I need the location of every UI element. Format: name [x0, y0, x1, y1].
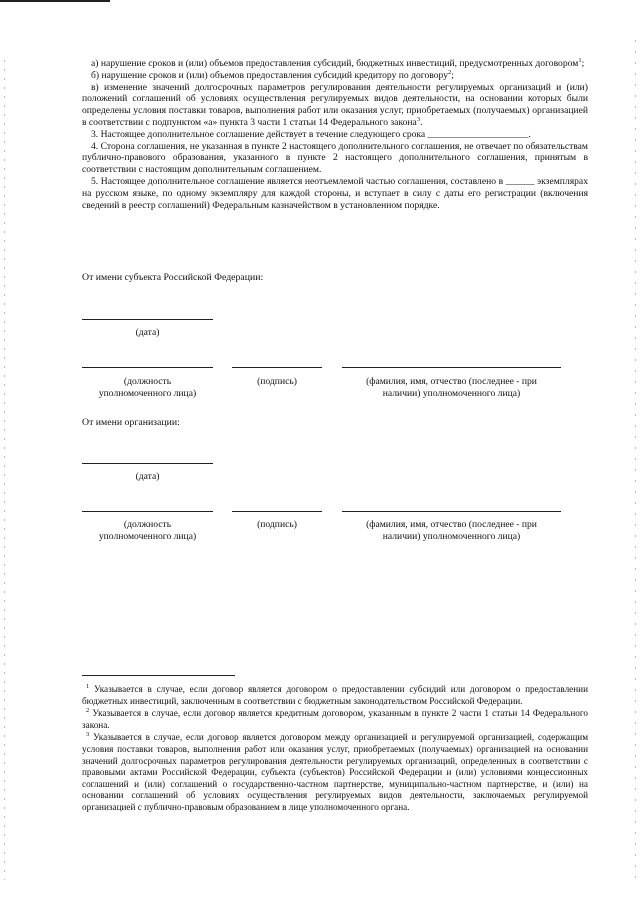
item-b: б) нарушение сроков и (или) объемов предоставления субсидий кредитору по договору$^2$; — [91, 68, 454, 81]
scan-artifact-top — [0, 0, 110, 2]
sig2-name-label-line2: наличии) уполномоченного лица) — [382, 531, 521, 542]
sig2-position-label-line2: уполномоченного лица) — [98, 531, 197, 542]
sig1-signature-label: (подпись) — [257, 376, 297, 387]
sig1-position-line — [82, 367, 213, 368]
sig1-date-label: (дата) — [135, 327, 160, 338]
agreement-body — [82, 58, 588, 211]
sig1-heading: От имени субъекта Российской Федерации: — [82, 272, 264, 283]
sig2-name-label — [338, 519, 565, 543]
sig1-name-line — [342, 367, 561, 368]
sig1-name-label-line1: (фамилия, имя, отчество (последнее - при — [366, 376, 537, 387]
sig2-signature-line — [232, 511, 322, 512]
sig2-position-line — [82, 511, 213, 512]
sig1-signature-line — [232, 367, 322, 368]
sig2-heading: От имени организации: — [82, 417, 180, 428]
sig1-name-label-line2: наличии) уполномоченного лица) — [382, 388, 521, 399]
sig2-position-label — [82, 519, 213, 543]
footnote-separator — [82, 675, 235, 676]
item-v: в) изменение значений долгосрочных параметров регулирования деятельности регулируемых организаций и (или) положений соглашений об условиях осуществления регулируемых видов деятельности, на основании которых были определены условия поставки товаров, выполнения работ или оказания услуг, приобретаемых (получаемых) организацией в соответствии с подпунктом «а» пункта 3 части 1 статьи 14 Федерального закона$^3$. — [82, 81, 588, 128]
clause-5: 5. Настоящее дополнительное соглашение является неотъемлемой частью соглашения, составлено в ______ экземплярах на русском языке, по одному экземпляру для каждой стороны, и вступает в силу с даты его регистрации (включения сведений в реестр соглашений) Федеральным казначейством в установленном порядке. — [82, 175, 588, 211]
clause-3: 3. Настоящее дополнительное соглашение действует в течение следующего срока _____________________. — [91, 128, 531, 140]
sig2-position-label-line1: (должность — [123, 519, 172, 530]
footnote-1: $^1$ Указывается в случае, если договор является договором о предоставлении субсидий или договором о предоставлении бюджетных инвестиций, заключенным в соответствии с бюджетным законодательством Российской Федерации. — [82, 683, 588, 706]
sig2-name-label-line1: (фамилия, имя, отчество (последнее - при — [366, 519, 537, 530]
footnote-3: $^3$ Указывается в случае, если договор является договором между организацией и регулируемой организацией, содержащим условия поставки товаров, выполнения работ или оказания услуг, приобретаемых (получаемых) организацией на основании значений долгосрочных параметров регулирования деятельности регулируемых организаций, определенных в соответствии с правовыми актами Российской Федерации, субъекта (субъектов) Российской Федерации и (или) условиями концессионных соглашений и (или) соглашений о государственно-частном партнерстве, муниципально-частном партнерстве, и (или) на основании соглашений об условиях осуществления регулируемых видов деятельности, заключаемых регулируемой организацией с публично-правовым образованием в лице уполномоченного органа. — [82, 731, 589, 812]
sig2-date-label: (дата) — [135, 471, 160, 482]
sig1-position-label-line2: уполномоченного лица) — [98, 388, 197, 399]
sig1-name-label — [338, 376, 565, 400]
item-a: а) нарушение сроков и (или) объемов предоставления субсидий, бюджетных инвестиций, предусмотренных договором$^1$; — [91, 57, 585, 69]
clause-4: 4. Сторона соглашения, не указанная в пункте 2 настоящего дополнительного соглашения, не отвечает по обязательствам публично-правового образования, указанного в пункте 2 настоящего дополнительного соглашения, принятым в соответствии с настоящим дополнительным соглашением. — [82, 140, 588, 176]
sig2-name-line — [342, 511, 561, 512]
sig1-date-line — [82, 319, 213, 320]
sig2-date-line — [82, 463, 213, 464]
footnote-2: $^2$ Указывается в случае, если договор является кредитным договором, указанным в пункте 2 части 1 статьи 14 Федерального закона. — [82, 707, 588, 730]
sig1-position-label — [82, 376, 213, 400]
scan-edge-right — [635, 40, 636, 880]
footnotes — [82, 684, 588, 815]
sig2-signature-label: (подпись) — [257, 519, 297, 530]
sig1-position-label-line1: (должность — [123, 376, 172, 387]
scan-edge-left — [4, 60, 5, 880]
